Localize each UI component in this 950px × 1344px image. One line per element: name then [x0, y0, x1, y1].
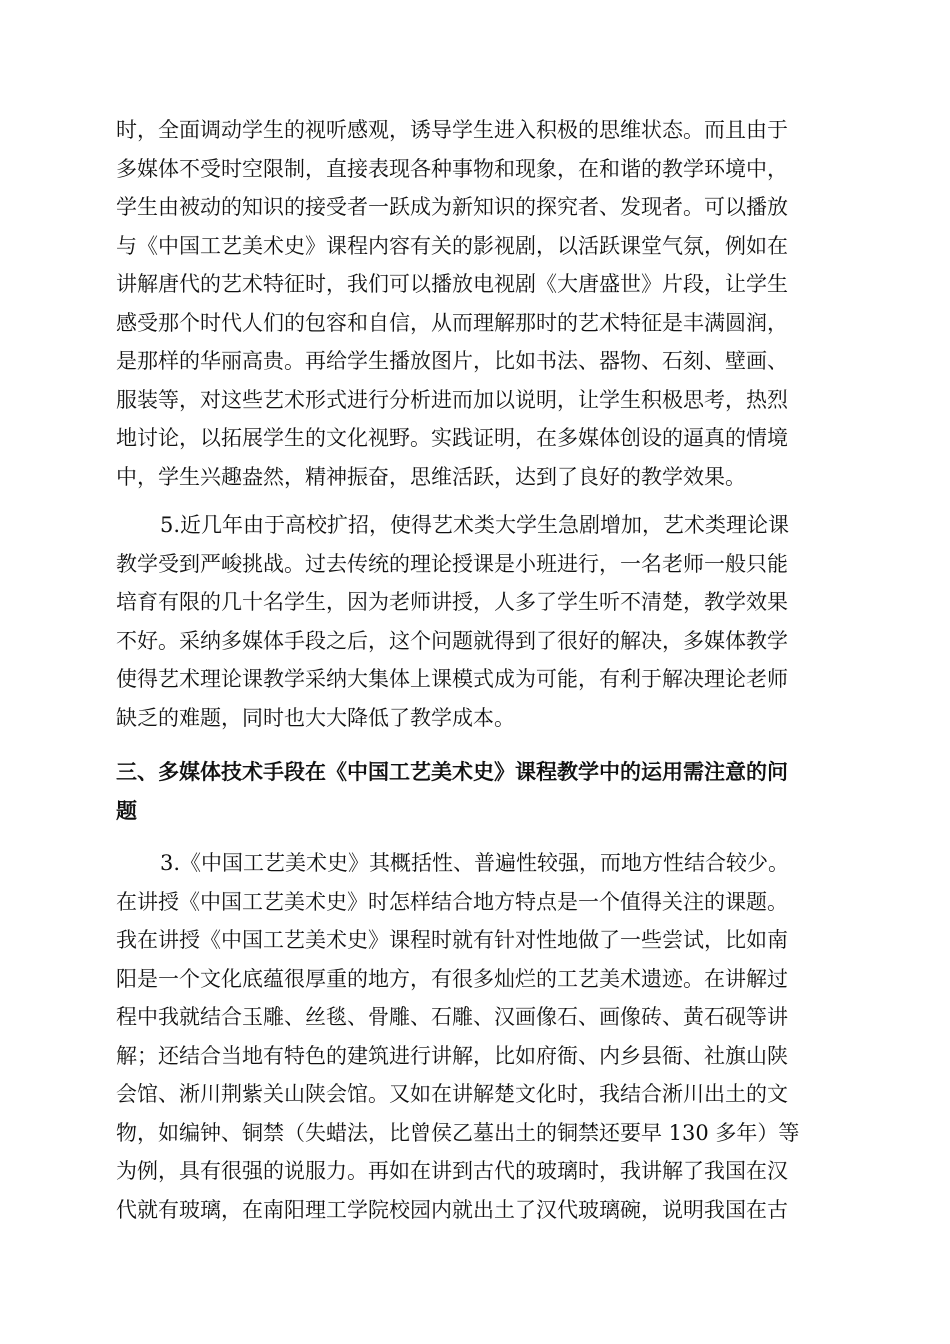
paragraph-line: 感受那个时代人们的包容和自信，从而理解那时的艺术特征是丰满圆润，	[116, 310, 788, 335]
paragraph-line: 阳是一个文化底蕴很厚重的地方，有很多灿烂的工艺美术遗迹。在讲解过	[116, 966, 788, 991]
paragraph-line: 不好。采纳多媒体手段之后，这个问题就得到了很好的解决，多媒体教学	[116, 628, 788, 653]
heading-line: 题	[116, 798, 137, 823]
paragraph-item-5	[116, 506, 836, 737]
paragraph-line: 为例，具有很强的说服力。再如在讲到古代的玻璃时，我讲解了我国在汉	[116, 1159, 788, 1183]
paragraph-line: 服装等，对这些艺术形式进行分析进而加以说明，让学生积极思考，热烈	[116, 387, 788, 412]
paragraph-line: 会馆、淅川荆紫关山陕会馆。又如在讲解楚文化时，我结合淅川出土的文	[116, 1082, 788, 1106]
paragraph-line: 在讲授《中国工艺美术史》时怎样结合地方特点是一个值得关注的课题。	[116, 889, 788, 914]
paragraph-line: 缺乏的难题，同时也大大降低了教学成本。	[116, 705, 515, 730]
paragraph-line: 我在讲授《中国工艺美术史》课程时就有针对性地做了一些尝试，比如南	[116, 928, 788, 952]
paragraph-line: 多媒体不受时空限制，直接表现各种事物和现象，在和谐的教学环境中，	[116, 156, 788, 181]
paragraph-line: 讲解唐代的艺术特征时，我们可以播放电视剧《大唐盛世》片段，让学生	[116, 272, 788, 296]
paragraph-line: 培育有限的几十名学生，因为老师讲授，人多了学生听不清楚，教学效果	[116, 590, 788, 614]
paragraph-item-3	[116, 844, 836, 1229]
heading-line: 三、多媒体技术手段在《中国工艺美术史》课程教学中的运用需注意的问	[116, 760, 788, 784]
section-heading	[116, 753, 836, 830]
paragraph-line: 解；还结合当地有特色的建筑进行讲解，比如府衙、内乡县衙、社旗山陕	[116, 1043, 788, 1068]
paragraph-line: 3.《中国工艺美术史》其概括性、普遍性较强，而地方性结合较少。	[160, 851, 790, 875]
paragraph-continuation	[116, 111, 836, 496]
paragraph-line: 地讨论，以拓展学生的文化视野。实践证明，在多媒体创设的逼真的情境	[116, 426, 788, 450]
paragraph-line: 5.近几年由于高校扩招，使得艺术类大学生急剧增加，艺术类理论课	[160, 513, 790, 537]
paragraph-line: 物，如编钟、铜禁（失蜡法，比曾侯乙墓出土的铜禁还要早 130 多年）等	[116, 1120, 800, 1145]
paragraph-line: 与《中国工艺美术史》课程内容有关的影视剧，以活跃课堂气氛，例如在	[116, 233, 788, 258]
paragraph-line: 中，学生兴趣盎然，精神振奋，思维活跃，达到了良好的教学效果。	[116, 464, 746, 489]
paragraph-line: 时，全面调动学生的视听感观，诱导学生进入积极的思维状态。而且由于	[116, 118, 788, 142]
paragraph-line: 代就有玻璃，在南阳理工学院校园内就出土了汉代玻璃碗，说明我国在古	[116, 1197, 788, 1222]
paragraph-line: 学生由被动的知识的接受者一跃成为新知识的探究者、发现者。可以播放	[116, 195, 788, 219]
paragraph-line: 教学受到严峻挑战。过去传统的理论授课是小班进行，一名老师一般只能	[116, 551, 788, 576]
paragraph-line: 使得艺术理论课教学采纳大集体上课模式成为可能，有利于解决理论老师	[116, 667, 788, 691]
paragraph-line: 是那样的华丽高贵。再给学生播放图片，比如书法、器物、石刻、壁画、	[116, 349, 788, 373]
paragraph-line: 程中我就结合玉雕、丝毯、骨雕、石雕、汉画像石、画像砖、黄石砚等讲	[116, 1005, 788, 1029]
